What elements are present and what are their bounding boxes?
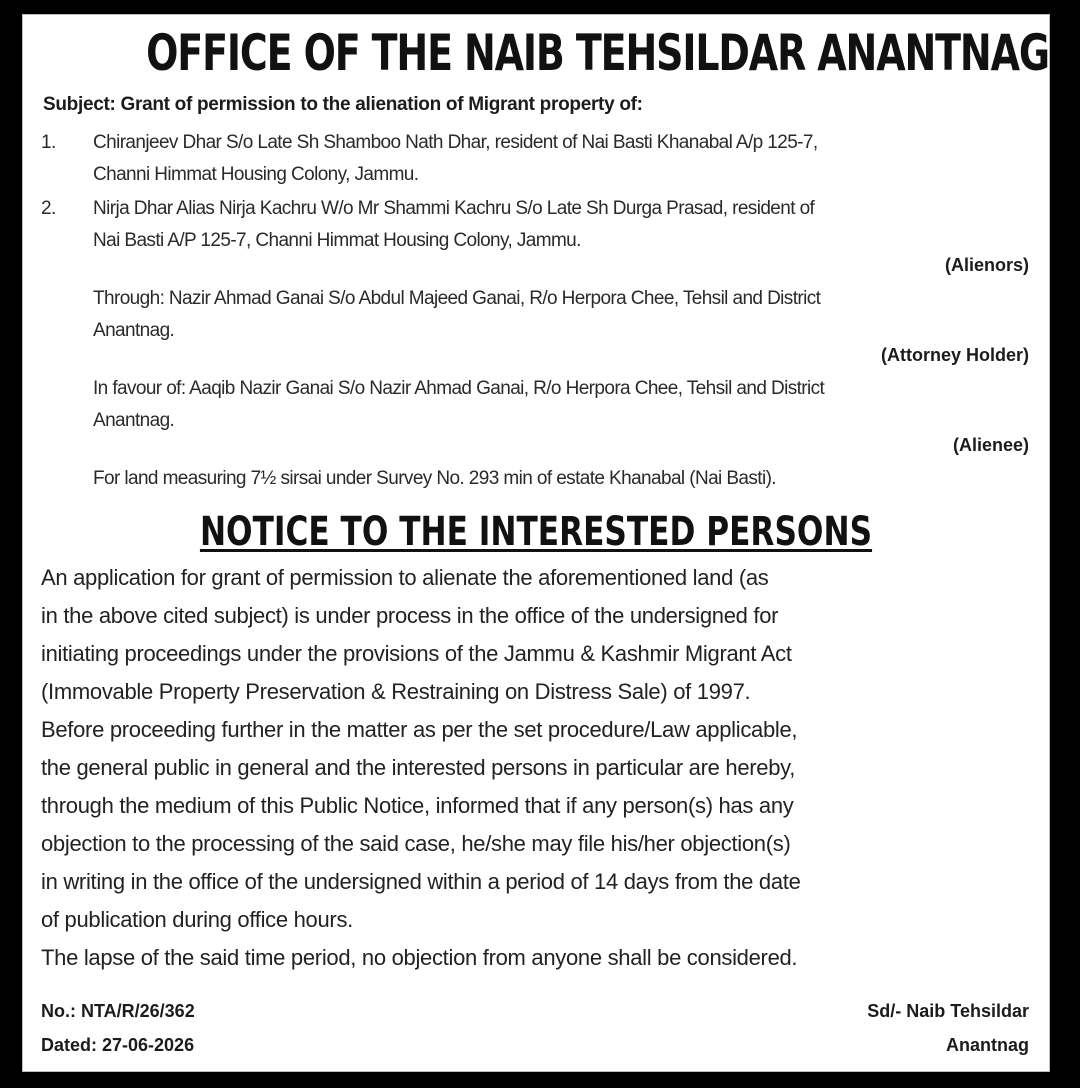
body-line-10: of publication during office hours. [41,907,353,932]
body-line-3: initiating proceedings under the provisions of the Jammu & Kashmir Migrant Act [41,641,792,666]
reference-number: No.: NTA/R/26/362 [41,1001,195,1021]
body-line-7: through the medium of this Public Notice, informed that if any person(s) has any [41,793,794,818]
body-line-8: objection to the processing of the said case, he/she may file his/her objection(s) [41,831,791,856]
land-description: For land measuring 7½ sirsai under Survey No. 293 min of estate Khanabal (Nai Basti). [93,468,776,489]
body-line-4: (Immovable Property Preservation & Restraining on Distress Sale) of 1997. [41,679,751,704]
body-line-1: An application for grant of permission to alienate the aforementioned land (as [41,565,769,590]
date-line: Dated: 27-06-2026 [41,1035,195,1055]
item-2-number: 2. [41,198,56,219]
through-line-2: Anantnag. [93,320,175,341]
notice-title [136,507,936,557]
body-line-6: the general public in general and the interested persons in particular are hereby, [41,755,796,780]
item-1-number: 1. [41,132,56,153]
body-line-2: in the above cited subject) is under process in the office of the undersigned for [41,603,779,628]
alienors-tag: (Alienors) [944,255,1029,275]
signatory: Sd/- Naib Tehsildar [867,1001,1029,1021]
favour-line-2: Anantnag. [93,410,175,431]
attorney-holder-tag: (Attorney Holder) [881,345,1029,365]
office-headline: OFFICE OF THE NAIB TEHSILDAR ANANTNAG [146,24,1049,82]
favour-line-1: In favour of: Aaqib Nazir Ganai S/o Nazir Ahmad Ganai, R/o Herpora Chee, Tehsil and District [93,378,825,399]
signatory-place: Anantnag [946,1035,1029,1055]
through-line-1: Through: Nazir Ahmad Ganai S/o Abdul Majeed Ganai, R/o Herpora Chee, Tehsil and District [93,288,821,309]
item-1-line-2: Channi Himmat Housing Colony, Jammu. [93,164,419,185]
subject-line: Subject: Grant of permission to the alienation of Migrant property of: [43,94,643,115]
notice-title-text: NOTICE TO THE INTERESTED PERSONS [199,509,873,555]
public-notice [22,14,1050,1072]
body-line-11: The lapse of the said time period, no objection from anyone shall be considered. [41,945,798,970]
item-2-line-1: Nirja Dhar Alias Nirja Kachru W/o Mr Shammi Kachru S/o Late Sh Durga Prasad, resident of [93,198,815,219]
item-2-line-2: Nai Basti A/P 125-7, Channi Himmat Housing Colony, Jammu. [93,230,581,251]
alienee-tag: (Alienee) [952,435,1029,455]
body-line-5: Before proceeding further in the matter as per the set procedure/Law applicable, [41,717,798,742]
item-1-line-1: Chiranjeev Dhar S/o Late Sh Shamboo Nath Dhar, resident of Nai Basti Khanabal A/p 125-7, [93,132,818,153]
body-line-9: in writing in the office of the undersigned within a period of 14 days from the date [41,869,801,894]
